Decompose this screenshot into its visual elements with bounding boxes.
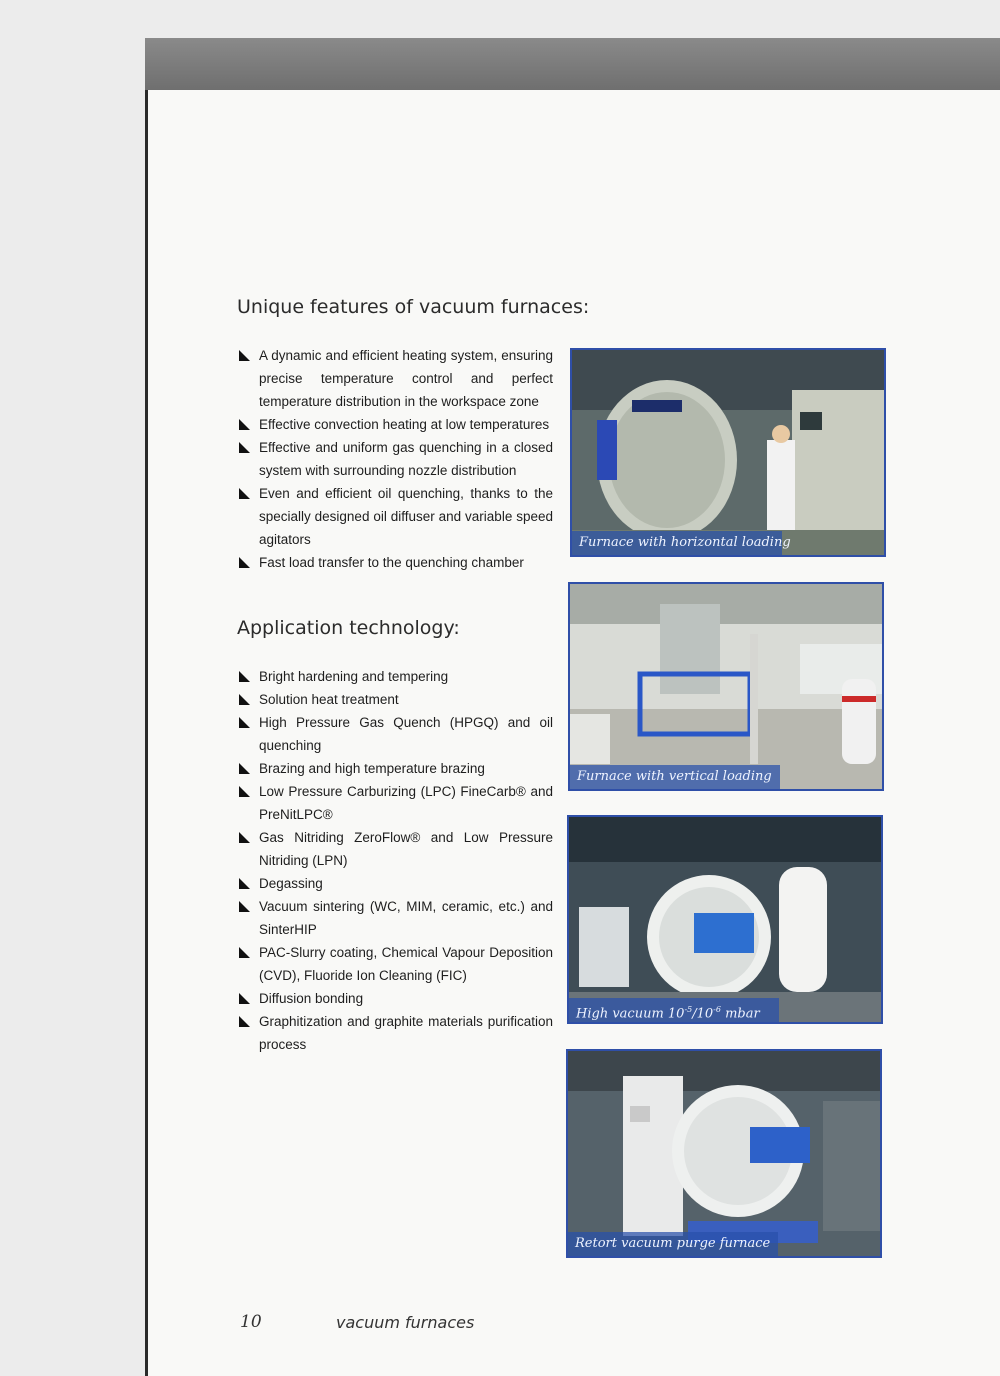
- retort-furnace-image: [568, 1051, 880, 1256]
- photo-vertical-furnace: [568, 582, 884, 791]
- photo-horizontal-furnace: [570, 348, 886, 557]
- photo-caption: Furnace with vertical loading: [570, 765, 780, 789]
- list-item-text: A dynamic and efficient heating system, ensuring precise temperature control and perfect temperature distribution in the workspace zone: [259, 348, 553, 409]
- list-item-text: Even and efficient oil quenching, thanks to the specially designed oil diffuser and variable speed agitators: [259, 486, 553, 547]
- list-item-text: High Pressure Gas Quench (HPGQ) and oil quenching: [259, 715, 553, 753]
- triangle-bullet-icon: [239, 1016, 250, 1027]
- list-item: [237, 1010, 553, 1056]
- header-bar: [145, 38, 1000, 90]
- features-title: Unique features of vacuum furnaces:: [237, 296, 590, 318]
- horizontal-furnace-image: [572, 350, 884, 555]
- photo-high-vacuum-furnace: [567, 815, 883, 1024]
- triangle-bullet-icon: [239, 350, 250, 361]
- list-item-text: Graphitization and graphite materials purification process: [259, 1014, 553, 1052]
- list-item-text: Effective convection heating at low temperatures: [259, 417, 550, 432]
- vertical-furnace-image: [570, 584, 882, 789]
- applications-list: [237, 665, 553, 1056]
- list-item: [237, 551, 553, 574]
- list-item: [237, 872, 553, 895]
- list-item-text: Bright hardening and tempering: [259, 669, 449, 684]
- triangle-bullet-icon: [239, 557, 250, 568]
- triangle-bullet-icon: [239, 763, 250, 774]
- triangle-bullet-icon: [239, 717, 250, 728]
- list-item-text: Degassing: [259, 876, 323, 891]
- list-item-text: Brazing and high temperature brazing: [259, 761, 485, 776]
- list-item: [237, 711, 553, 757]
- triangle-bullet-icon: [239, 786, 250, 797]
- triangle-bullet-icon: [239, 993, 250, 1004]
- footer-label: vacuum furnaces: [336, 1313, 475, 1332]
- photo-caption: Retort vacuum purge furnace: [568, 1232, 778, 1256]
- triangle-bullet-icon: [239, 694, 250, 705]
- list-item-text: Fast load transfer to the quenching chamber: [259, 555, 524, 570]
- list-item: [237, 482, 553, 551]
- list-item-text: Gas Nitriding ZeroFlow® and Low Pressure Nitriding (LPN): [259, 830, 553, 868]
- list-item: [237, 826, 553, 872]
- triangle-bullet-icon: [239, 488, 250, 499]
- applications-title: Application technology:: [237, 617, 460, 639]
- photo-caption: High vacuum $10^{-5}/10^{-6}$ mbar: [569, 998, 779, 1022]
- list-item: [237, 344, 553, 413]
- photo-retort-furnace: [566, 1049, 882, 1258]
- list-item: [237, 987, 553, 1010]
- triangle-bullet-icon: [239, 671, 250, 682]
- triangle-bullet-icon: [239, 419, 250, 430]
- list-item: [237, 688, 553, 711]
- triangle-bullet-icon: [239, 901, 250, 912]
- photo-caption: Furnace with horizontal loading: [572, 531, 782, 555]
- list-item: [237, 413, 553, 436]
- list-item-text: Solution heat treatment: [259, 692, 399, 707]
- list-item-text: Vacuum sintering (WC, MIM, ceramic, etc.) and SinterHIP: [259, 899, 553, 937]
- triangle-bullet-icon: [239, 832, 250, 843]
- list-item-text: Diffusion bonding: [259, 991, 364, 1006]
- triangle-bullet-icon: [239, 442, 250, 453]
- list-item: [237, 780, 553, 826]
- list-item: [237, 895, 553, 941]
- list-item: [237, 941, 553, 987]
- high-vacuum-furnace-image: [569, 817, 881, 1022]
- list-item-text: Effective and uniform gas quenching in a closed system with surrounding nozzle distribution: [259, 440, 553, 478]
- list-item: [237, 436, 553, 482]
- list-item-text: Low Pressure Carburizing (LPC) FineCarb® and PreNitLPC®: [259, 784, 553, 822]
- features-list: [237, 344, 553, 574]
- list-item: [237, 665, 553, 688]
- list-item-text: PAC-Slurry coating, Chemical Vapour Deposition (CVD), Fluoride Ion Cleaning (FIC): [259, 945, 553, 983]
- triangle-bullet-icon: [239, 878, 250, 889]
- triangle-bullet-icon: [239, 947, 250, 958]
- page-number: 10: [240, 1312, 262, 1332]
- list-item: [237, 757, 553, 780]
